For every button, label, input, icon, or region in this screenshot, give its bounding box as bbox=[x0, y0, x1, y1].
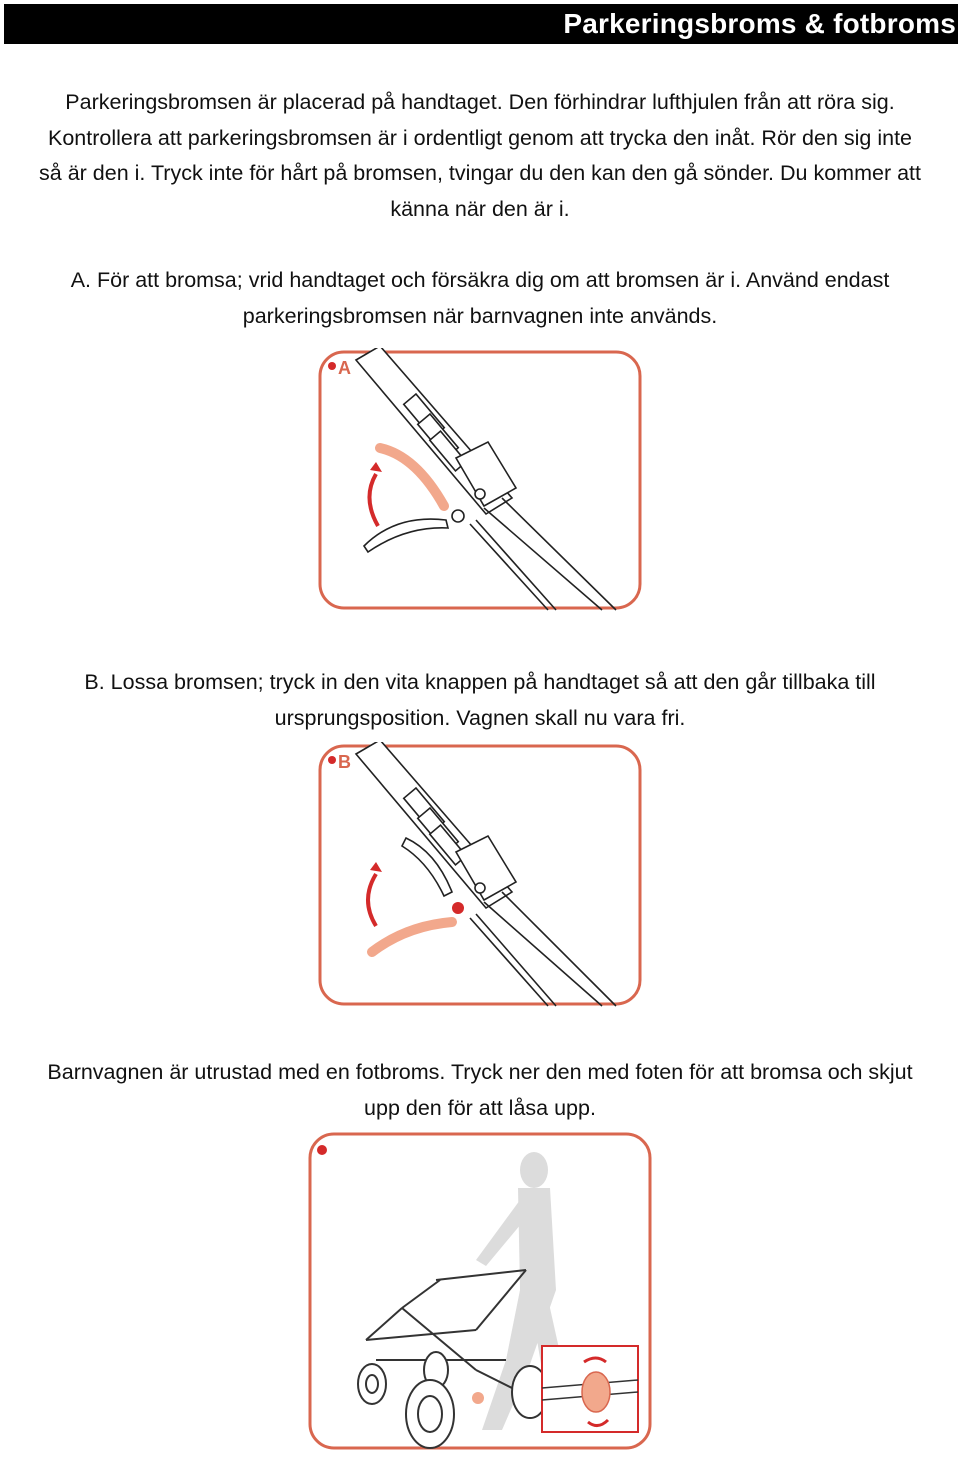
step-b-line: B. Lossa bromsen; tryck in den vita knappen på handtaget så att den går tillbaka till bbox=[84, 670, 876, 694]
intro-line: känna när den är i. bbox=[390, 196, 570, 221]
step-a-line: parkeringsbromsen när barnvagnen inte används. bbox=[242, 303, 718, 328]
figure-marker-dot bbox=[317, 1145, 327, 1155]
figure-label: A bbox=[338, 358, 351, 378]
brake-release-illustration bbox=[316, 742, 646, 1010]
figure-foot-brake bbox=[306, 1130, 656, 1452]
step-a-line: A. För att bromsa; vrid handtaget och försäkra dig om att bromsen är i. Använd endast bbox=[70, 268, 890, 292]
step-b-line: ursprungsposition. Vagnen skall nu vara fri. bbox=[274, 705, 686, 730]
step-b-paragraph bbox=[0, 665, 960, 736]
foot-brake-line: Barnvagnen är utrustad med en fotbroms. Tryck ner den med foten för att bromsa och skjut bbox=[47, 1060, 913, 1084]
foot-brake-illustration bbox=[306, 1130, 656, 1452]
brake-lock-illustration bbox=[316, 348, 646, 614]
foot-brake-line: upp den för att låsa upp. bbox=[364, 1095, 596, 1120]
intro-line: Kontrollera att parkeringsbromsen är i ordentligt genom att trycka den inåt. Rör den sig inte bbox=[47, 125, 913, 150]
figure-marker-dot bbox=[328, 756, 336, 764]
figure-a bbox=[316, 348, 646, 614]
foot-brake-pedal-detail bbox=[582, 1372, 610, 1412]
title-bar bbox=[4, 4, 958, 44]
foot-brake-paragraph bbox=[0, 1055, 960, 1126]
step-a-paragraph bbox=[0, 263, 960, 334]
intro-line: Parkeringsbromsen är placerad på handtaget. Den förhindrar lufthjulen från att röra sig. bbox=[65, 90, 895, 114]
foot-brake-pedal bbox=[472, 1392, 484, 1404]
figure-marker-dot bbox=[328, 362, 336, 370]
intro-paragraph bbox=[0, 85, 960, 227]
figure-label: B bbox=[338, 752, 351, 772]
figure-b bbox=[316, 742, 646, 1010]
page-title: Parkeringsbroms & fotbroms bbox=[563, 8, 956, 39]
release-button bbox=[452, 902, 464, 914]
intro-line: så är den i. Tryck inte för hårt på bromsen, tvingar du den kan den gå sönder. Du kommer att bbox=[39, 161, 921, 185]
